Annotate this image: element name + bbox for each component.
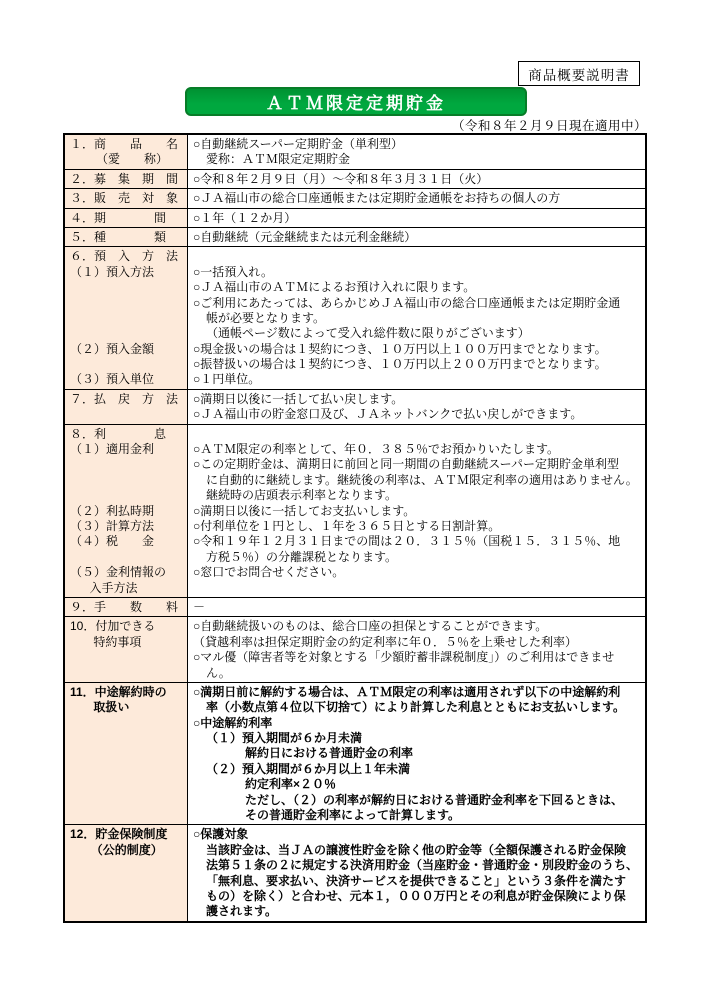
text-line — [70, 488, 183, 503]
text-line: （公的制度） — [90, 842, 163, 857]
text-line: その普通貯金利率によって計算します。 — [245, 808, 461, 823]
text-line: ○現金扱いの場合は１契約につき、１０万円以上１００万円までとなります。 — [193, 341, 607, 356]
text-line: （貸越利率は担保定期貯金の約定利率に年０．５％を上乗せした利率） — [193, 634, 578, 649]
text-line: ２．募 集 期 間 — [70, 171, 179, 186]
text-line: ○自動継続（元金継続または元利金継続） — [193, 229, 417, 244]
text-line: ○満期日以後に一括してお支払いします。 — [193, 503, 416, 518]
table-row — [65, 227, 645, 246]
text-line: ○ＪＡ福山市の貯金窓口及び、ＪＡネットバンクで払い戻しができます。 — [193, 407, 583, 422]
text-line: ○この定期貯金は、満期日に前回と同一期間の自動継続スーパー定期貯金単利型 — [193, 457, 620, 472]
text-line: （通帳ページ数によって受入れ総件数に限りがございます） — [206, 326, 530, 341]
row-content-cell — [188, 390, 645, 424]
row-header-cell — [65, 598, 188, 616]
text-line: （２）預入期間が６か月以上１年未満 — [206, 761, 411, 776]
table-row — [65, 188, 645, 207]
row-header-cell — [65, 825, 188, 920]
row-header-cell — [65, 209, 188, 227]
row-content-cell — [188, 617, 645, 682]
table-row — [65, 824, 645, 920]
text-line: １．商 品 名 — [70, 137, 179, 151]
text-line: （１）預入方法 — [70, 264, 155, 279]
text-line: ５．種 類 — [70, 229, 167, 244]
text-line: ○満期日以後に一括して払い戻します。 — [193, 391, 404, 406]
row-content-cell — [188, 209, 645, 227]
text-line: ８．利 息 — [70, 426, 167, 441]
row-header-cell — [65, 228, 188, 246]
row-header-cell — [65, 425, 188, 597]
text-line: （３）預入単位 — [70, 372, 155, 387]
text-line — [70, 889, 183, 904]
table-row — [65, 682, 645, 825]
text-line: ○令和８年２月９日（月）～令和８年３月３１日（火） — [193, 171, 489, 186]
text-line — [70, 762, 183, 777]
table-row — [65, 616, 645, 682]
text-line — [70, 407, 183, 422]
table-row — [65, 424, 645, 597]
text-line — [70, 326, 183, 341]
text-line: ６．預 入 方 法 — [70, 249, 179, 264]
text-line: ただし、（２）の利率が解約日における普通貯金利率を下回るときは、 — [245, 792, 624, 807]
text-line: ○令和１９年１２月３１日までの間は２０．３１５％（国税１５．３１５％、地 — [193, 534, 621, 549]
row-content-cell — [188, 170, 645, 188]
text-line: － — [193, 599, 206, 614]
row-content-cell — [188, 683, 645, 825]
text-line: 帳が必要となります。 — [206, 310, 326, 325]
text-line: （２）利払時期 — [70, 503, 155, 518]
text-line: 愛称：ＡＴＭ限定定期貯金 — [206, 152, 351, 167]
text-line: ○満期日前に解約する場合は、ＡＴＭ限定の利率は適用されず以下の中途解約利 — [193, 684, 621, 699]
text-line: もの）を除く）と合わせ、元本１，０００万円とその利息が貯金保険により保 — [206, 888, 626, 903]
doc-type-label: 商品概要説明書 — [528, 67, 630, 83]
text-line: ○一括預入れ。 — [193, 264, 273, 279]
text-line — [70, 716, 183, 731]
text-line: ○１円単位。 — [193, 372, 261, 387]
text-line — [70, 473, 183, 488]
table-row — [65, 135, 645, 169]
row-content-cell — [188, 189, 645, 207]
text-line — [70, 550, 183, 565]
text-line: ○ＡＴＭ限定の利率として、年０．３８５％でお預かりいたします。 — [193, 442, 560, 457]
text-line — [70, 296, 183, 311]
row-content-cell — [188, 228, 645, 246]
row-header-cell — [65, 170, 188, 188]
text-line — [70, 357, 183, 372]
row-header-cell — [65, 189, 188, 207]
text-line: （５）金利情報の — [70, 565, 167, 580]
text-line: ７．払 戻 方 法 — [70, 391, 179, 406]
row-content-cell — [188, 425, 645, 597]
text-line: ○ＪＡ福山市のＡＴＭによるお預け入れに限ります。 — [193, 280, 476, 295]
text-line: 約定利率×２０％ — [245, 777, 337, 792]
text-line: ○ご利用にあたっては、あらかじめＪＡ福山市の総合口座通帳または定期貯金通 — [193, 295, 621, 310]
row-header-cell — [65, 247, 188, 389]
row-content-cell — [188, 247, 645, 389]
text-line: ん。 — [206, 665, 231, 680]
text-line: ○窓口でお問合せください。 — [193, 565, 345, 580]
text-line — [70, 650, 183, 665]
text-line — [70, 311, 183, 326]
text-line: ○マル優（障害者等を対象とする「少額貯蓄非課税制度」）のご利用はできませ — [193, 650, 615, 665]
text-line — [193, 427, 641, 442]
text-line: ○保護対象 — [193, 827, 249, 842]
text-line — [70, 904, 183, 919]
text-line — [70, 777, 183, 792]
text-line — [70, 793, 183, 808]
text-line — [70, 731, 183, 746]
text-line: 11．中途解約時の — [70, 684, 167, 699]
text-line — [193, 581, 641, 596]
text-line — [70, 280, 183, 295]
text-line: ３．販 売 対 象 — [70, 191, 179, 206]
text-line: ○中途解約利率 — [193, 715, 273, 730]
text-line: 「無利息、要求払い、決済サービスを提供できること」という３条件を満たす — [206, 873, 627, 888]
text-line: （４）税 金 — [70, 534, 155, 549]
text-line: 特約事項 — [93, 634, 142, 649]
row-header-cell — [65, 617, 188, 682]
text-line: 継続時の店頭表示利率となります。 — [206, 488, 398, 503]
text-line: ４．期 間 — [70, 210, 167, 225]
row-header-cell — [65, 683, 188, 825]
text-line: ○自動継続扱いのものは、総合口座の担保とすることができます。 — [193, 619, 548, 634]
text-line: 12．貯金保険制度 — [70, 827, 168, 842]
row-header-cell — [65, 390, 188, 424]
row-content-cell — [188, 598, 645, 616]
row-content-cell — [188, 825, 645, 920]
text-line — [70, 666, 183, 681]
text-line: ○振替扱いの場合は１契約につき、１０万円以上２００万円までとなります。 — [193, 357, 607, 372]
product-spec-table — [63, 133, 647, 923]
text-line: ○自動継続スーパー定期貯金（単利型） — [193, 137, 404, 151]
text-line: （２）預入金額 — [70, 341, 155, 356]
text-line: ○付利単位を１円とし、１年を３６５日とする日割計算。 — [193, 518, 501, 533]
table-row — [65, 246, 645, 389]
text-line: 入手方法 — [89, 580, 138, 595]
text-line: ９．手 数 料 — [70, 599, 179, 614]
text-line: 率（小数点第４位以下切捨て）により計算した利息とともにお支払いします。 — [206, 700, 626, 715]
text-line: 10．付加できる — [70, 619, 156, 634]
table-row — [65, 597, 645, 616]
text-line — [70, 457, 183, 472]
title-banner — [185, 87, 527, 116]
row-header-cell — [65, 135, 188, 169]
text-line: 護されます。 — [206, 904, 278, 919]
text-line: （１）適用金利 — [70, 442, 155, 457]
text-line — [70, 874, 183, 889]
text-line: （１）預入期間が６か月未満 — [206, 731, 363, 746]
text-line — [70, 858, 183, 873]
row-content-cell — [188, 135, 645, 169]
text-line: 取扱い — [93, 700, 130, 715]
text-line: 解約日における普通貯金の利率 — [245, 746, 414, 761]
page-title: ＡＴＭ限定定期貯金 — [266, 94, 446, 113]
text-line: 方税５％）の分離課税となります。 — [206, 549, 398, 564]
effective-date: （令和８年２月９日現在適用中） — [451, 119, 647, 133]
text-line — [70, 746, 183, 761]
table-row — [65, 208, 645, 227]
text-line — [70, 808, 183, 823]
text-line — [193, 249, 641, 264]
text-line: ○ＪＡ福山市の総合口座通帳または定期貯金通帳をお持ちの個人の方 — [193, 191, 561, 206]
text-line: に自動的に継続します。継続後の利率は、ＡＴＭ限定利率の適用はありません。 — [206, 472, 638, 487]
text-line: 当該貯金は、当ＪＡの譲渡性貯金を除く他の貯金等（全額保護される貯金保険 — [206, 842, 627, 857]
text-line: （愛 称） — [96, 152, 169, 167]
text-line: （３）計算方法 — [70, 518, 155, 533]
text-line: 法第５１条の２に規定する決済用貯金（当座貯金・普通貯金・別段貯金のうち、 — [206, 858, 639, 873]
doc-type-label-box — [518, 61, 640, 86]
table-row — [65, 389, 645, 424]
text-line: ○１年（１２か月） — [193, 210, 297, 225]
table-row — [65, 169, 645, 188]
